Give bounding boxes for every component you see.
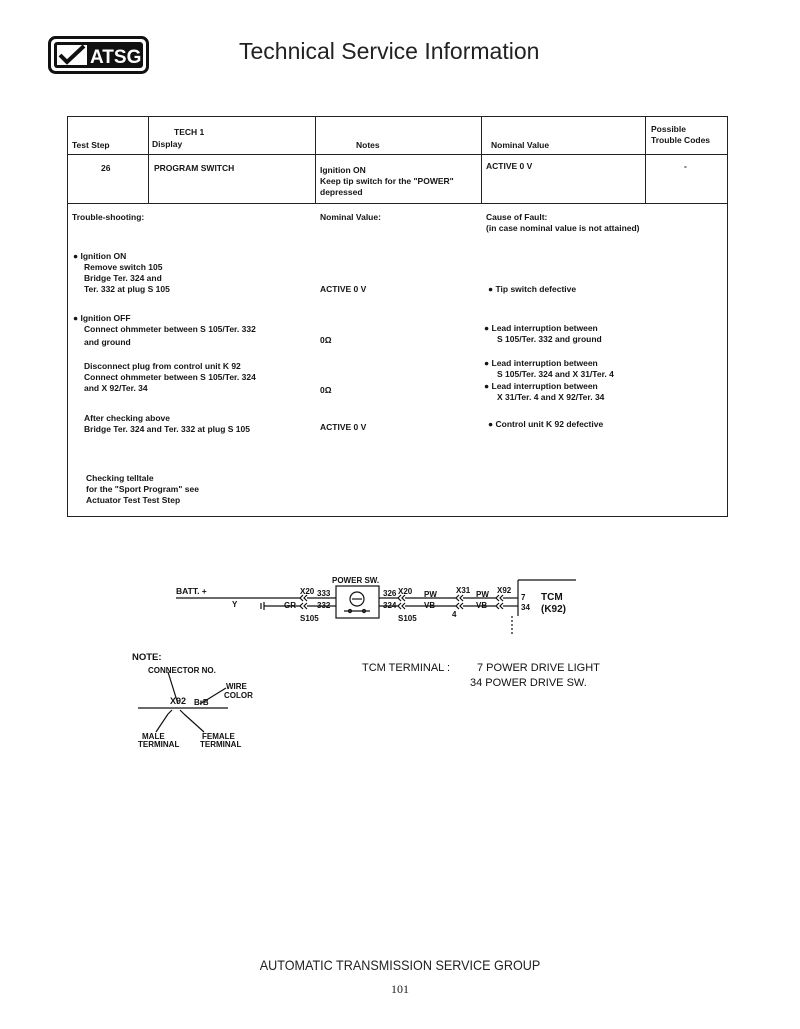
connector-x92-label: X92 bbox=[497, 586, 512, 595]
telltale-line: Actuator Test Test Step bbox=[86, 495, 181, 505]
footer-organization: AUTOMATIC TRANSMISSION SERVICE GROUP bbox=[259, 957, 541, 973]
troubleshooting-heading: Trouble-shooting: bbox=[72, 212, 145, 222]
header-divider bbox=[68, 154, 727, 155]
wiring-diagram bbox=[140, 572, 620, 640]
header-display-line2: Display bbox=[152, 139, 183, 149]
batt-label: BATT. + bbox=[176, 586, 207, 596]
step-nominal: 0Ω bbox=[320, 335, 332, 345]
wire-pw-label: PW bbox=[424, 590, 437, 599]
step-line: and X 92/Ter. 34 bbox=[84, 383, 148, 393]
header-test-step: Test Step bbox=[72, 140, 110, 150]
step-line: Connect ohmmeter between S 105/Ter. 324 bbox=[84, 372, 256, 382]
note-wire: WIRE bbox=[226, 682, 247, 691]
nominal-value-heading: Nominal Value: bbox=[320, 212, 381, 222]
col-divider bbox=[645, 117, 646, 203]
step-cause: ● Lead interruption between bbox=[484, 381, 598, 391]
row-notes-line1: Ignition ON bbox=[320, 165, 366, 175]
step-line: Remove switch 105 bbox=[84, 262, 163, 272]
step-line: After checking above bbox=[84, 413, 170, 423]
step-nominal: ACTIVE 0 V bbox=[320, 284, 367, 294]
splice-s105-left: S105 bbox=[300, 614, 319, 623]
test-step-table bbox=[67, 116, 728, 517]
note-female-line1: FEMALE bbox=[202, 732, 235, 741]
col-divider bbox=[481, 117, 482, 203]
header-trouble-codes-line1: Possible bbox=[651, 124, 686, 134]
page-title: Technical Service Information bbox=[239, 38, 540, 64]
connector-note-legend bbox=[128, 652, 268, 752]
connector-x31-label: X31 bbox=[456, 586, 471, 595]
step-line: ● Ignition ON bbox=[73, 251, 127, 261]
wire-333-label: 333 bbox=[317, 589, 331, 598]
note-brb: BrB bbox=[194, 698, 209, 707]
note-connector-no: CONNECTOR NO. bbox=[148, 666, 216, 675]
cause-of-fault-heading: Cause of Fault: bbox=[486, 212, 548, 222]
wire-gr-label: GR bbox=[284, 601, 296, 610]
tcm-terminal-label: TCM TERMINAL : bbox=[362, 662, 451, 674]
step-line: Ter. 332 at plug S 105 bbox=[84, 284, 170, 294]
wire-332-label: 332 bbox=[317, 601, 331, 610]
step-line: Bridge Ter. 324 and bbox=[84, 273, 162, 283]
row-display: PROGRAM SWITCH bbox=[154, 163, 235, 173]
row-notes-line3: depressed bbox=[320, 187, 363, 197]
step-cause: X 31/Ter. 4 and X 92/Ter. 34 bbox=[497, 392, 605, 402]
note-color: COLOR bbox=[224, 691, 253, 700]
step-cause: ● Control unit K 92 defective bbox=[488, 419, 604, 429]
col-divider bbox=[315, 117, 316, 203]
tcm-k92-label: (K92) bbox=[541, 604, 567, 615]
power-switch-label: POWER SW. bbox=[332, 576, 380, 585]
tcm-label: TCM bbox=[541, 592, 563, 603]
row-test-step: 26 bbox=[101, 163, 111, 173]
connector-pin-4-label: 4 bbox=[452, 610, 457, 619]
col-divider bbox=[148, 117, 149, 203]
step-cause: ● Lead interruption between bbox=[484, 323, 598, 333]
tcm-pin-34-label: 34 bbox=[521, 603, 530, 612]
header-trouble-codes-line2: Trouble Codes bbox=[651, 135, 711, 145]
page-number: 101 bbox=[391, 982, 409, 996]
tcm-terminal-line1: 7 POWER DRIVE LIGHT bbox=[477, 662, 600, 674]
note-x92: X92 bbox=[170, 696, 187, 706]
step-line: Connect ohmmeter between S 105/Ter. 332 bbox=[84, 324, 256, 334]
step-nominal: 0Ω bbox=[320, 385, 332, 395]
row-trouble-codes: - bbox=[684, 161, 687, 171]
connector-x20-left: X20 bbox=[300, 587, 315, 596]
step-line: Bridge Ter. 324 and Ter. 332 at plug S 105 bbox=[84, 424, 250, 434]
row-notes-line2: Keep tip switch for the "POWER" bbox=[320, 176, 454, 186]
svg-text:ATSG: ATSG bbox=[90, 47, 142, 68]
atsg-logo bbox=[48, 36, 149, 74]
telltale-line: Checking telltale bbox=[86, 473, 154, 483]
header-display-line1: TECH 1 bbox=[174, 127, 205, 137]
wire-pw-label: PW bbox=[476, 590, 489, 599]
tcm-terminal-line2: 34 POWER DRIVE SW. bbox=[470, 677, 587, 689]
tcm-pin-7-label: 7 bbox=[521, 593, 526, 602]
note-female-line2: TERMINAL bbox=[200, 740, 242, 749]
note-title: NOTE: bbox=[132, 652, 162, 663]
step-line: ● Ignition OFF bbox=[73, 313, 131, 323]
step-cause: ● Lead interruption between bbox=[484, 358, 598, 368]
note-male-line2: TERMINAL bbox=[138, 740, 180, 749]
step-line: Disconnect plug from control unit K 92 bbox=[84, 361, 241, 371]
telltale-line: for the "Sport Program" see bbox=[86, 484, 199, 494]
splice-s105-right: S105 bbox=[398, 614, 417, 623]
step-cause: S 105/Ter. 324 and X 31/Ter. 4 bbox=[497, 369, 614, 379]
row-nominal-value: ACTIVE 0 V bbox=[486, 161, 533, 171]
header-nominal-value: Nominal Value bbox=[491, 140, 550, 150]
wire-vb-label: VB bbox=[476, 601, 488, 610]
wire-vb-label: VB bbox=[424, 601, 436, 610]
row-divider bbox=[68, 203, 727, 204]
wire-326-label: 326 bbox=[383, 589, 397, 598]
step-line: and ground bbox=[84, 337, 131, 347]
header-notes: Notes bbox=[356, 140, 380, 150]
wire-324-label: 324 bbox=[383, 601, 397, 610]
connector-x20-right: X20 bbox=[398, 587, 413, 596]
step-cause: S 105/Ter. 332 and ground bbox=[497, 334, 602, 344]
cause-of-fault-subheading: (in case nominal value is not attained) bbox=[486, 223, 640, 233]
note-male-line1: MALE bbox=[142, 732, 165, 741]
wire-y-label: Y bbox=[232, 600, 238, 609]
step-cause: ● Tip switch defective bbox=[488, 284, 577, 294]
step-nominal: ACTIVE 0 V bbox=[320, 422, 367, 432]
